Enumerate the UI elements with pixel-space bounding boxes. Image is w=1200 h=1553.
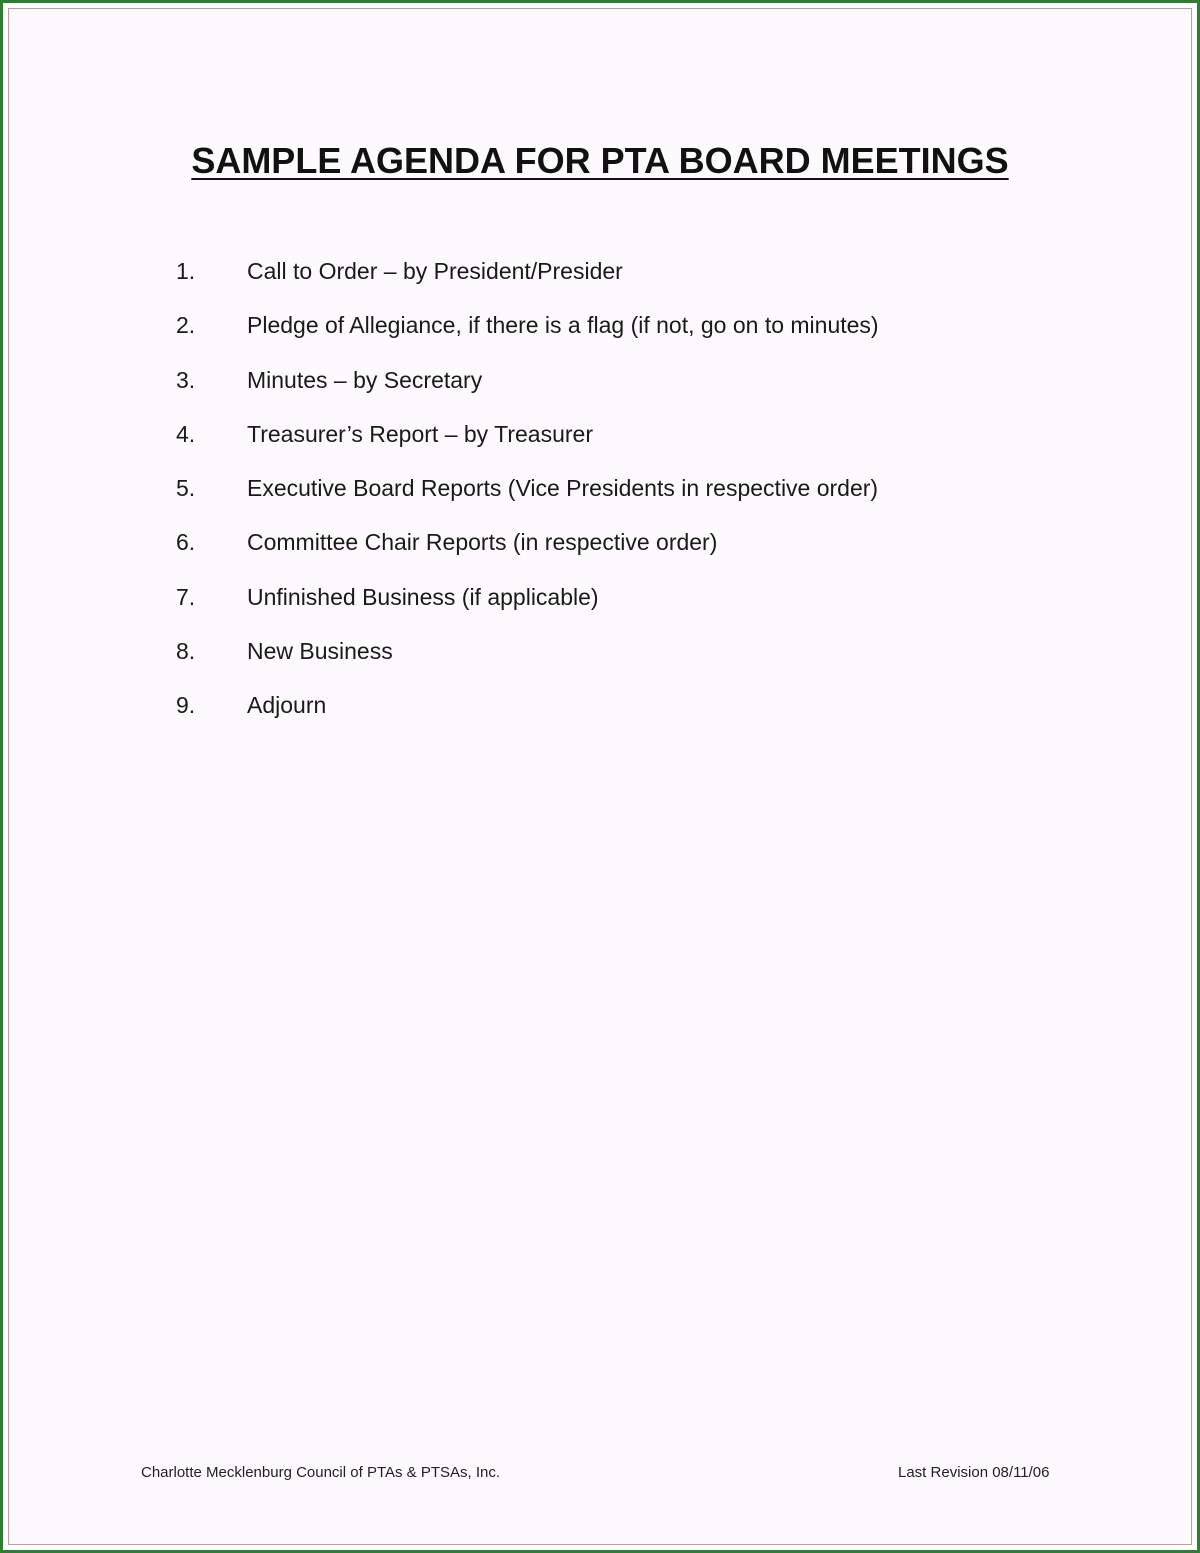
agenda-item-number: 3. <box>176 366 196 393</box>
agenda-item <box>176 258 879 312</box>
footer-revision: Last Revision 08/11/06 <box>898 1464 1050 1481</box>
agenda-item-text: Treasurer’s Report – by Treasurer <box>247 420 593 447</box>
agenda-item-number: 1. <box>176 258 196 284</box>
agenda-item-text: Minutes – by Secretary <box>247 366 483 393</box>
agenda-item-text: Unfinished Business (if applicable) <box>247 583 599 610</box>
agenda-list <box>176 258 879 747</box>
agenda-item-text: Committee Chair Reports (in respective order) <box>247 529 718 556</box>
agenda-item-text: Call to Order – by President/Presider <box>247 258 623 284</box>
agenda-item-number: 9. <box>176 692 196 719</box>
agenda-item-text: Adjourn <box>247 692 327 719</box>
agenda-item <box>176 312 879 366</box>
agenda-item-number: 4. <box>176 420 196 447</box>
agenda-item <box>176 638 879 692</box>
agenda-item-number: 6. <box>176 529 196 556</box>
agenda-item-text: New Business <box>247 638 393 665</box>
footer-organization: Charlotte Mecklenburg Council of PTAs & PTSAs, Inc. <box>141 1464 501 1481</box>
agenda-item <box>176 584 879 638</box>
agenda-item <box>176 529 879 583</box>
document-title <box>0 140 1200 182</box>
agenda-item <box>176 367 879 421</box>
agenda-item <box>176 692 879 746</box>
agenda-item-number: 8. <box>176 638 196 665</box>
agenda-item <box>176 475 879 529</box>
agenda-item-number: 7. <box>176 583 196 610</box>
agenda-item <box>176 421 879 475</box>
agenda-item-text: Executive Board Reports (Vice Presidents in respective order) <box>247 475 879 502</box>
document-page <box>8 8 1192 1545</box>
document-title-text: SAMPLE AGENDA FOR PTA BOARD MEETINGS <box>191 140 1009 181</box>
agenda-item-number: 5. <box>176 475 196 502</box>
agenda-item-text: Pledge of Allegiance, if there is a flag (if not, go on to minutes) <box>247 312 879 339</box>
agenda-item-number: 2. <box>176 312 196 339</box>
